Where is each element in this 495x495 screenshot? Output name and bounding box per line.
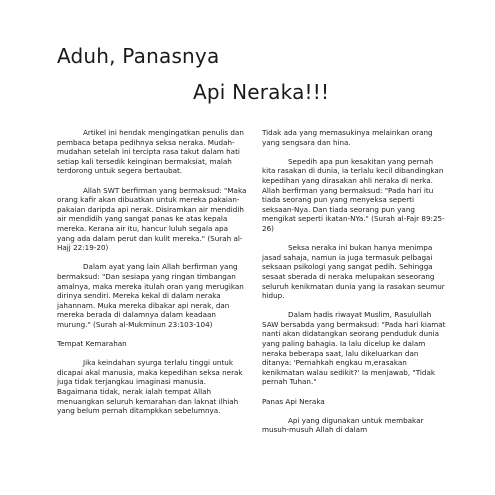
- left-column: [57, 128, 247, 425]
- paragraph: Sepedih apa pun kesakitan yang pernah kita rasakan di dunia, ia terlalu kecil dibandingkan kepedihan yang dirasakan ahli neraka di nerka. Allah berfirman yang bermaksud: "Pada hari itu tiada seorang pun yang menyeksa seperti seksaan-Nya. Dan tiada seorang pun yang mengikat seperti ikatan-NYa." (Surah al-Fajr 89:25-26): [262, 156, 445, 233]
- paragraph: Artikel ini hendak mengingatkan penulis dan pembaca betapa pedihnya seksa neraka. Mudah-mudahan setelah ini tercipta rasa takut dalam hati setiap kali tersedik keinginan bermaksiat, malah terdorong untuk segera bertaubat.: [57, 128, 244, 176]
- title-line-2: Api Neraka!!!: [193, 80, 330, 104]
- right-column: [262, 128, 446, 445]
- title-line-1: Aduh, Panasnya: [57, 44, 220, 68]
- paragraph: Tidak ada yang memasukinya melainkan orang yang sengsara dan hina.: [262, 128, 433, 147]
- paragraph: Allah SWT berfirman yang bermaksud: "Maka orang kafir akan dibuatkan untuk mereka pakaian-pakaian daripda api nerak. Disiramkan air mendidih air mendidih yang sangat panas ke atas kepala mereka. Kerana air itu, hancur luluh segala apa yang ada dalam perut dan kulit mereka." (Surah al-Hajj 22:19-20): [57, 185, 247, 253]
- paragraph: Dalam hadis riwayat Muslim, Rasulullah SAW bersabda yang bermaksud: "Pada hari kiamat nanti akan didatangkan seorang penduduk dunia yang paling bahagia. Ia lalu dicelup ke dalam neraka beberapa saat, lalu dikeluarkan dan ditanya: 'Pernahkah engkau m,erasakan kenikmatan walau sedikit?' Ia menjawab, "Tidak pernah Tuhan.": [262, 310, 446, 387]
- paragraph: Dalam ayat yang lain Allah berfirman yang bermaksud: "Dan sesiapa yang ringan timbangan amalnya, maka mereka itulah oran yang merugikan dirinya sendiri. Mereka kekal di dalam neraka jahannam. Muka mereka dibakar api nerak, dan mereka berada di dalamnya dalam keadaan murung." (Surah al-Mukminun 23:103-104): [57, 262, 244, 329]
- paragraph: Seksa neraka ini bukan hanya menimpa jasad sahaja, namun ia juga termasuk pelbagai seksaan psikologi yang sangat pedih. Sehingga sesaat sberada di neraka melupakan seseorang seluruh kenikmatan dunia yang ia rasakan seumur hidup.: [262, 243, 445, 301]
- section-heading: Tempat Kemarahan: [57, 339, 127, 349]
- section-heading: Panas Api Neraka: [262, 396, 325, 406]
- paragraph: Api yang digunakan untuk membakar musuh-musuh Allah di dalam: [262, 415, 424, 435]
- paragraph: Jika keindahan syurga terlalu tinggi untuk dicapai akal manusia, maka kepedihan seksa nerak juga tidak terjangkau imaginasi manusia. Bagaimana tidak, nerak ialah tempat Allah menuangkan seluruh kemarahan dan laknat ilhiah yang belum pernah ditampkkan sebelumnya.: [57, 358, 243, 416]
